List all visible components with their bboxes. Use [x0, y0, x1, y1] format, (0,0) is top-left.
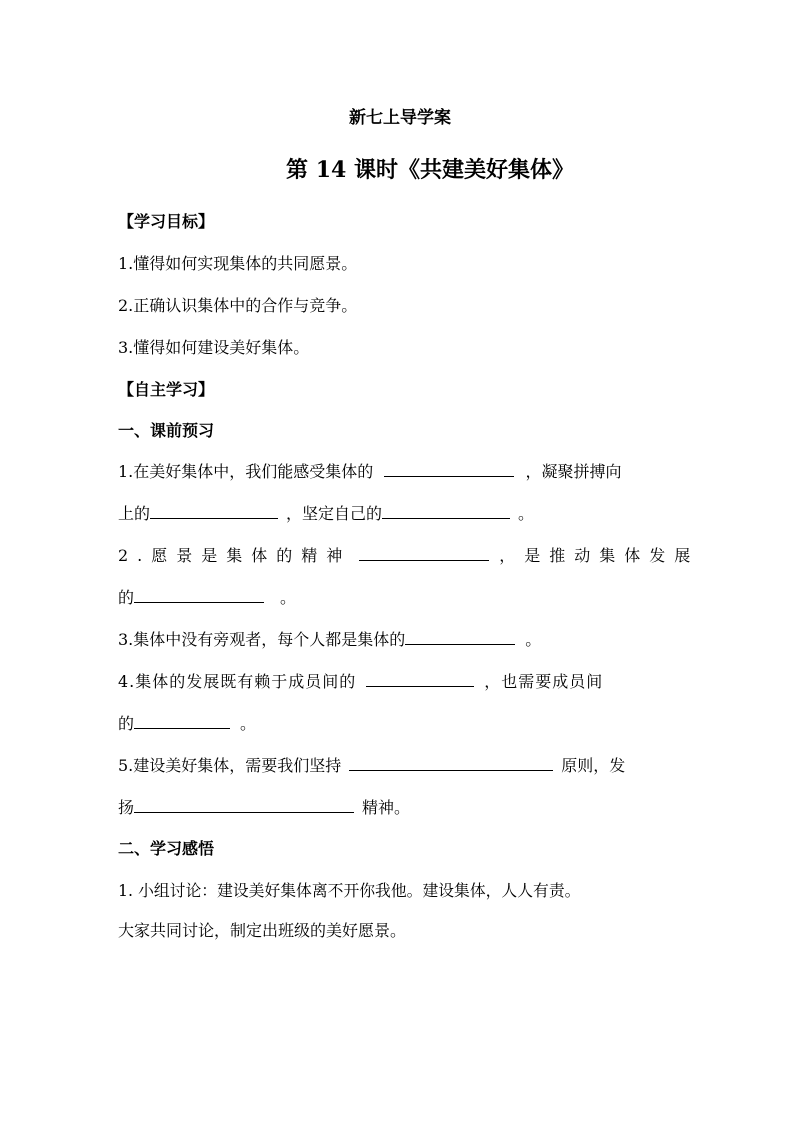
question-1-text-d: ，坚定自己的 [286, 504, 383, 523]
goal-item-2: 2.正确认识集体中的合作与竞争。 [118, 296, 358, 315]
question-4-text-d: 。 [240, 714, 257, 733]
question-4-line-1 [118, 672, 674, 692]
question-5-line-1 [118, 756, 674, 776]
goal-item-1: 1.懂得如何实现集体的共同愿景。 [118, 254, 358, 273]
question-2-text-b: ，是推动集体发展 [499, 546, 700, 565]
question-4-text-a: 4.集体的发展既有赖于成员间的 [118, 672, 357, 691]
question-5-text-a: 5.建设美好集体，需要我们坚持 [118, 756, 342, 775]
question-5-line-2 [118, 798, 674, 818]
section-reflection-heading: 二、学习感悟 [118, 839, 215, 858]
answer-blank-2b[interactable] [134, 588, 264, 603]
question-3-text-b: 。 [525, 630, 542, 649]
page-title: 第 14 课时《共建美好集体》 [286, 157, 574, 183]
goal-item-3: 3.懂得如何建设美好集体。 [118, 338, 310, 357]
answer-blank-1a[interactable] [384, 462, 514, 477]
question-4-text-b: ，也需要成员间 [484, 672, 604, 691]
question-3-text-a: 3.集体中没有旁观者，每个人都是集体的 [118, 630, 406, 649]
answer-blank-4a[interactable] [366, 672, 474, 687]
question-1-text-c: 上的 [118, 504, 151, 523]
question-3-line [118, 630, 674, 650]
question-2-line-2 [118, 588, 674, 608]
self-study-heading: 【自主学习】 [118, 380, 215, 399]
answer-blank-5b[interactable] [134, 798, 354, 813]
question-1-line-1 [118, 462, 674, 482]
answer-blank-5a[interactable] [349, 756, 553, 771]
answer-blank-3[interactable] [405, 630, 515, 645]
question-5-text-c: 扬 [118, 798, 135, 817]
answer-blank-4b[interactable] [134, 714, 230, 729]
question-2-text-c: 的 [118, 588, 135, 607]
section-preview-heading: 一、课前预习 [118, 421, 215, 440]
question-2-text-a: 2.愿景是集体的精神 [118, 546, 352, 565]
question-1-text-b: ，凝聚拼搏向 [525, 462, 622, 481]
question-2-line-1 [118, 546, 700, 566]
reflection-paragraph-line-2: 大家共同讨论，制定出班级的美好愿景。 [118, 921, 407, 940]
question-1-text-a: 1.在美好集体中，我们能感受集体的 [118, 462, 374, 481]
answer-blank-2a[interactable] [359, 546, 489, 561]
answer-blank-1b[interactable] [150, 504, 278, 519]
question-5-text-b: 原则，发 [561, 756, 626, 775]
goals-heading: 【学习目标】 [118, 212, 215, 231]
question-1-line-2 [118, 504, 674, 524]
question-2-text-d: 。 [280, 588, 297, 607]
question-1-text-e: 。 [518, 504, 535, 523]
question-5-text-d: 精神。 [362, 798, 411, 817]
answer-blank-1c[interactable] [382, 504, 510, 519]
question-4-text-c: 的 [118, 714, 135, 733]
question-4-line-2 [118, 714, 674, 734]
page-subtitle: 新七上导学案 [349, 108, 451, 128]
reflection-paragraph-line-1: 1. 小组讨论：建设美好集体离不开你我他。建设集体，人人有责。 [118, 881, 581, 900]
